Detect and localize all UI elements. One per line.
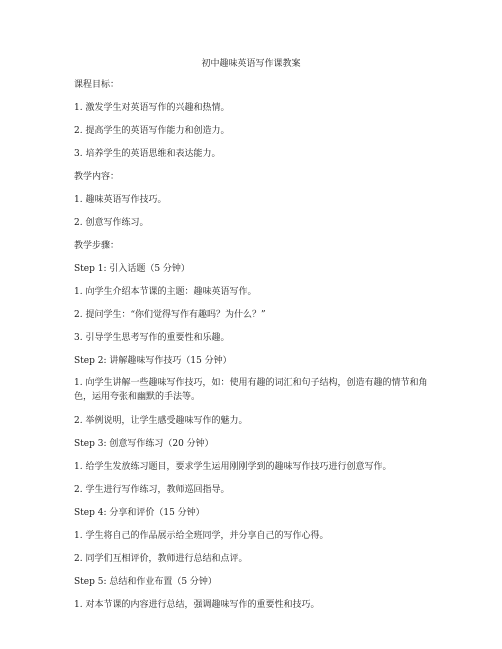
step-2-item-2: 2. 举例说明，让学生感受趣味写作的魅力。 bbox=[74, 416, 248, 426]
step-5-heading: Step 5: 总结和作业布置（5 分钟） bbox=[74, 577, 217, 587]
step-1-item-2: 2. 提问学生：“你们觉得写作有趣吗？为什么？” bbox=[74, 310, 266, 320]
step-1-item-3: 3. 引导学生思考写作的重要性和乐趣。 bbox=[74, 333, 230, 343]
goal-item-3: 3. 培养学生的英语思维和表达能力。 bbox=[74, 149, 221, 159]
step-4-item-1: 1. 学生将自己的作品展示给全班同学，并分享自己的写作心得。 bbox=[74, 531, 329, 541]
step-2-item-1: 1. 向学生讲解一些趣味写作技巧，如：使用有趣的词汇和句子结构，创造有趣的情节和角色，运用夸张和幽默的手法等。 bbox=[74, 378, 428, 402]
step-2-heading: Step 2: 讲解趣味写作技巧（15 分钟） bbox=[74, 356, 232, 366]
document-title: 初中趣味英语写作课教案 bbox=[201, 59, 301, 69]
section-heading-goals: 课程目标： bbox=[74, 80, 120, 90]
content-item-1: 1. 趣味英语写作技巧。 bbox=[74, 195, 167, 205]
step-3-item-1: 1. 给学生发放练习题目，要求学生运用刚刚学到的趣味写作技巧进行创意写作。 bbox=[74, 462, 392, 472]
goal-item-2: 2. 提高学生的英语写作能力和创造力。 bbox=[74, 126, 230, 136]
step-1-item-1: 1. 向学生介绍本节课的主题：趣味英语写作。 bbox=[74, 287, 257, 297]
content-item-2: 2. 创意写作练习。 bbox=[74, 218, 149, 228]
step-5-item-1: 1. 对本节课的内容进行总结，强调趣味写作的重要性和技巧。 bbox=[74, 600, 320, 610]
step-1-heading: Step 1: 引入话题（5 分钟） bbox=[74, 264, 190, 274]
goal-item-1: 1. 激发学生对英语写作的兴趣和热情。 bbox=[74, 103, 230, 113]
step-3-item-2: 2. 学生进行写作练习，教师巡回指导。 bbox=[74, 485, 230, 495]
section-heading-steps: 教学步骤： bbox=[74, 241, 120, 251]
step-4-heading: Step 4: 分享和评价（15 分钟） bbox=[74, 508, 205, 518]
step-4-item-2: 2. 同学们互相评价，教师进行总结和点评。 bbox=[74, 554, 248, 564]
section-heading-content: 教学内容： bbox=[74, 172, 120, 182]
step-3-heading: Step 3: 创意写作练习（20 分钟） bbox=[74, 439, 214, 449]
